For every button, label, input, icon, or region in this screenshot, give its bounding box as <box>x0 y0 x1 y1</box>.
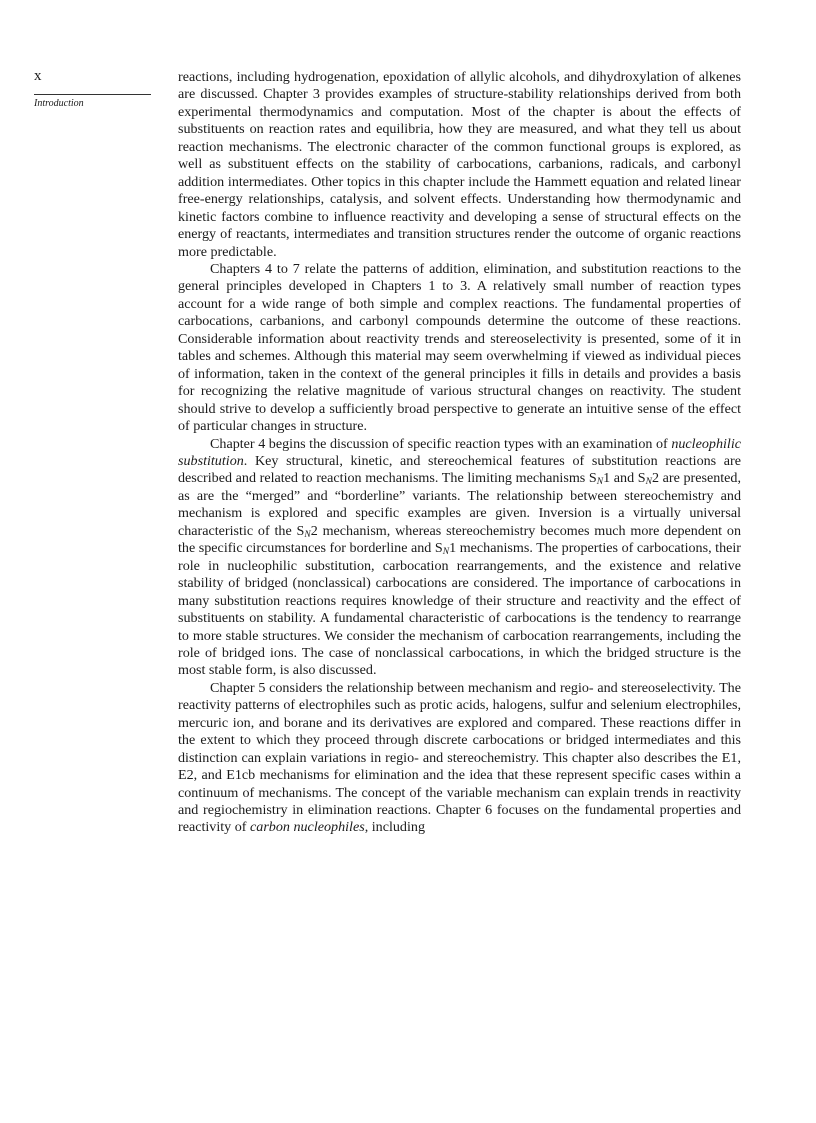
paragraph <box>178 436 741 680</box>
paragraph <box>178 680 741 837</box>
paragraph <box>178 261 741 436</box>
text-run: Chapter 5 considers the relationship between mechanism and regio- and stereoselectivity. The reactivity patterns of electrophiles such as protic acids, halogens, sulfur and selenium electrophiles, mercuric ion, and borane and its derivatives are explored and compared. These reactions differ in the extent to which they proceed through discrete carbocations or bridged intermediates and this distinction can explain variations in regio- and stereochemistry. This chapter also describes the E1, E2, and E1cb mechanisms for elimination and the idea that these represent specific cases within a continuum of mechanisms. The concept of the variable mechanism can explain trends in reactivity and regiochemistry in elimination reactions. Chapter 6 focuses on the fundamental properties and reactivity of <box>178 679 741 836</box>
emphasis-term: nucleophilic substitution <box>178 435 741 469</box>
text-run: reactions, including hydrogenation, epoxidation of allylic alcohols, and dihydroxylation of alkenes are discussed. Chapter 3 provides examples of structure-stability relationships derived from both experimental thermodynamics and computation. Most of the chapter is about the effects of substituents on reaction rates and equilibria, how they are measured, and what they tell us about reaction mechanisms. The electronic character of the common functional groups is explored, as well as substituent effects on the stability of carbocations, carbanions, radicals, and carbonyl addition intermediates. Other topics in this chapter include the Hammett equation and related linear free-energy relationships, catalysis, and solvent effects. Understanding how thermodynamic and kinetic factors combine to influence reactivity and developing a sense of structural effects on the energy of reactants, intermediates and transition structures render the outcome of organic reactions more predictable. <box>178 69 741 260</box>
margin-rule <box>34 94 151 95</box>
text-run: , including <box>364 819 425 836</box>
margin-column <box>34 66 152 110</box>
running-head: Introduction <box>34 98 84 109</box>
text-run: 1 and S <box>603 470 646 487</box>
subscript: N <box>304 529 311 540</box>
page-number: x <box>34 68 42 84</box>
text-run: . Key structural, kinetic, and stereochemical features of substitution reactions are described and related to reaction mechanisms. The limiting mechanisms S <box>178 452 741 487</box>
paragraph <box>178 69 741 261</box>
subscript: N <box>442 547 450 558</box>
subscript: N <box>645 477 652 488</box>
text-run: Chapter 4 begins the discussion of specific reaction types with an examination of <box>210 435 672 452</box>
text-run: Chapters 4 to 7 relate the patterns of addition, elimination, and substitution reactions to the general principles developed in Chapters 1 to 3. A relatively small number of reaction types account for a wide range of both simple and complex reactions. The fundamental properties of carbocations, carbanions, and carbonyl compounds determine the outcome of these reactions. Considerable information about reactivity trends and stereoselectivity is presented, some of it in tables and schemes. Although this material may seem overwhelming if viewed as individual pieces of information, taken in the context of the general principles it fills in details and provides a basis for recognizing the relative magnitude of various structural changes on reactivity. The student should strive to develop a sufficiently broad perspective to generate an intuitive sense of the effect of particular changes in structure. <box>178 260 741 435</box>
text-run: 2 are presented, as are the “merged” and “borderline” variants. The relationship between stereochemistry and mechanism is explored and specific examples are given. Inversion is a virtually universal characteristic of the S <box>178 470 741 539</box>
text-run: 1 mechanisms. The properties of carbocations, their role in nucleophilic substitution, carbocation rearrangements, and the existence and relative stability of bridged (nonclassical) carbocations are considered. The importance of carbocations in many substitution reactions requires knowledge of their structure and reactivity and the effect of substituents on stability. A fundamental characteristic of carbocations is the tendency to rearrange to more stable structures. We consider the mechanism of carbocation rearrangements, including the role of bridged ions. The case of nonclassical carbocations, in which the bridged structure is the most stable form, is also discussed. <box>178 540 741 679</box>
emphasis-term: carbon nucleophiles <box>250 819 365 836</box>
text-run: 2 mechanism, whereas stereochemistry becomes much more dependent on the specific circumstances for borderline and S <box>178 522 742 557</box>
body-text <box>178 69 741 837</box>
subscript: N <box>596 477 604 488</box>
